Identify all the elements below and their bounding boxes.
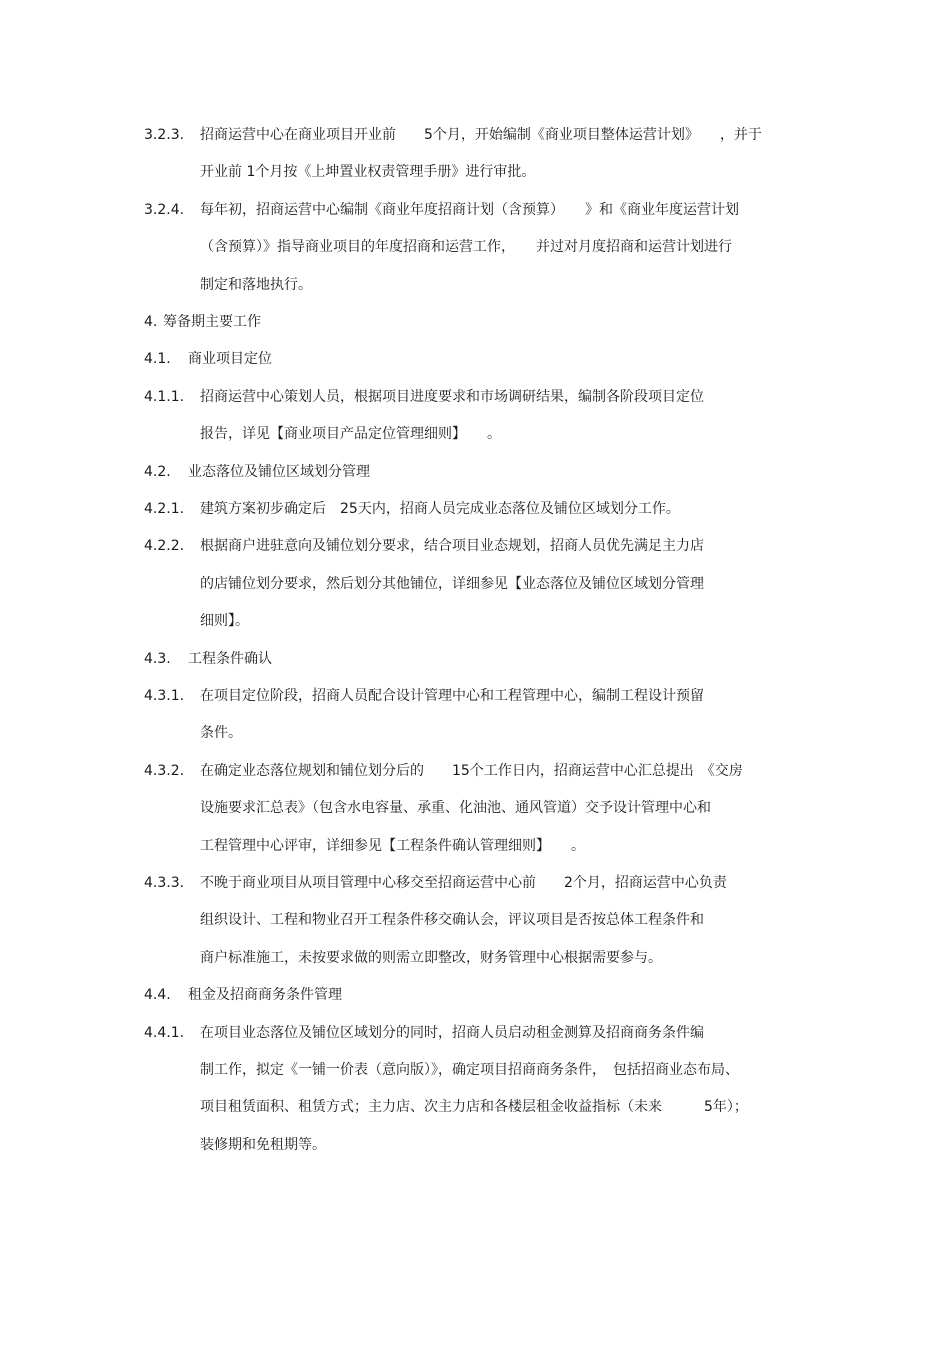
body-text: 招商运营中心在商业项目开业前 5个月，开始编制《商业项目整体运营计划》 ，并于 xyxy=(200,127,762,143)
body-text: 报告，详见【商业项目产品定位管理细则】 。 xyxy=(200,426,501,442)
document-line xyxy=(0,946,950,970)
document-line xyxy=(0,497,950,521)
body-text: 在项目业态落位及铺位区域划分的同时，招商人员启动租金测算及招商商务条件编 xyxy=(200,1025,704,1041)
section-number: 3.2.3. xyxy=(144,127,185,143)
section-number: 4.3.1. xyxy=(144,688,185,704)
document-line xyxy=(0,572,950,596)
section-heading: 业态落位及铺位区域划分管理 xyxy=(188,464,370,480)
section-heading: 租金及招商商务条件管理 xyxy=(188,987,342,1003)
body-text: 在项目定位阶段，招商人员配合设计管理中心和工程管理中心，编制工程设计预留 xyxy=(200,688,704,704)
document-line xyxy=(0,123,950,147)
section-heading: 筹备期主要工作 xyxy=(163,314,261,330)
body-text: 建筑方案初步确定后 25天内，招商人员完成业态落位及铺位区域划分工作。 xyxy=(200,501,680,517)
body-text: 在确定业态落位规划和铺位划分后的 15个工作日内，招商运营中心汇总提出 《交房 xyxy=(200,763,743,779)
section-number: 4.3.2. xyxy=(144,763,185,779)
document-line xyxy=(0,684,950,708)
section-number: 4.2.2. xyxy=(144,538,185,554)
section-number: 4.1.1. xyxy=(144,389,185,405)
document-line xyxy=(0,347,950,371)
document-line xyxy=(0,235,950,259)
document-line xyxy=(0,871,950,895)
document-line xyxy=(0,908,950,932)
document-line xyxy=(0,385,950,409)
body-text: 的店铺位划分要求，然后划分其他铺位，详细参见【业态落位及铺位区域划分管理 xyxy=(200,576,704,592)
section-number: 4.3.3. xyxy=(144,875,185,891)
document-line xyxy=(0,647,950,671)
body-text: 装修期和免租期等。 xyxy=(200,1137,326,1153)
section-number: 4.1. xyxy=(144,351,171,367)
body-text: 工程管理中心评审，详细参见【工程条件确认管理细则】 。 xyxy=(200,838,585,854)
document-line xyxy=(0,198,950,222)
document-line xyxy=(0,796,950,820)
document-line xyxy=(0,460,950,484)
body-text: 制工作，拟定《一铺一价表（意向版）》，确定项目招商商务条件， 包括招商业态布局、 xyxy=(200,1062,739,1078)
section-number: 4.4.1. xyxy=(144,1025,185,1041)
body-text: 招商运营中心策划人员，根据项目进度要求和市场调研结果，编制各阶段项目定位 xyxy=(200,389,704,405)
section-heading: 工程条件确认 xyxy=(188,651,272,667)
body-text: 组织设计、工程和物业召开工程条件移交确认会，评议项目是否按总体工程条件和 xyxy=(200,912,704,928)
document-line xyxy=(0,759,950,783)
body-text: 制定和落地执行。 xyxy=(200,277,312,293)
section-number: 4.2.1. xyxy=(144,501,185,517)
document-line xyxy=(0,534,950,558)
document-line xyxy=(0,1021,950,1045)
section-heading: 商业项目定位 xyxy=(188,351,272,367)
document-line xyxy=(0,422,950,446)
section-number: 3.2.4. xyxy=(144,202,185,218)
document-line xyxy=(0,310,950,334)
document-line xyxy=(0,160,950,184)
body-text: 细则】。 xyxy=(200,613,249,629)
section-number: 4. xyxy=(144,314,158,330)
body-text: 根据商户进驻意向及铺位划分要求，结合项目业态规划，招商人员优先满足主力店 xyxy=(200,538,704,554)
document-line xyxy=(0,721,950,745)
section-number: 4.2. xyxy=(144,464,171,480)
body-text: 不晚于商业项目从项目管理中心移交至招商运营中心前 2个月，招商运营中心负责 xyxy=(200,875,727,891)
section-number: 4.3. xyxy=(144,651,171,667)
document-line xyxy=(0,834,950,858)
document-line xyxy=(0,1095,950,1119)
document-line xyxy=(0,273,950,297)
body-text: 商户标准施工，未按要求做的则需立即整改，财务管理中心根据需要参与。 xyxy=(200,950,662,966)
document-line xyxy=(0,1133,950,1157)
body-text: 项目租赁面积、租赁方式；主力店、次主力店和各楼层租金收益指标（未来 5年）； xyxy=(200,1099,748,1115)
document-line xyxy=(0,609,950,633)
body-text: （含预算）》指导商业项目的年度招商和运营工作， 并过对月度招商和运营计划进行 xyxy=(200,239,732,255)
body-text: 条件。 xyxy=(200,725,242,741)
document-line xyxy=(0,983,950,1007)
body-text: 每年初，招商运营中心编制《商业年度招商计划（含预算） 》和《商业年度运营计划 xyxy=(200,202,739,218)
document-line xyxy=(0,1058,950,1082)
body-text: 设施要求汇总表》（包含水电容量、承重、化油池、通风管道）交予设计管理中心和 xyxy=(200,800,711,816)
section-number: 4.4. xyxy=(144,987,171,1003)
body-text: 开业前 1个月按《上坤置业权责管理手册》进行审批。 xyxy=(200,164,536,180)
